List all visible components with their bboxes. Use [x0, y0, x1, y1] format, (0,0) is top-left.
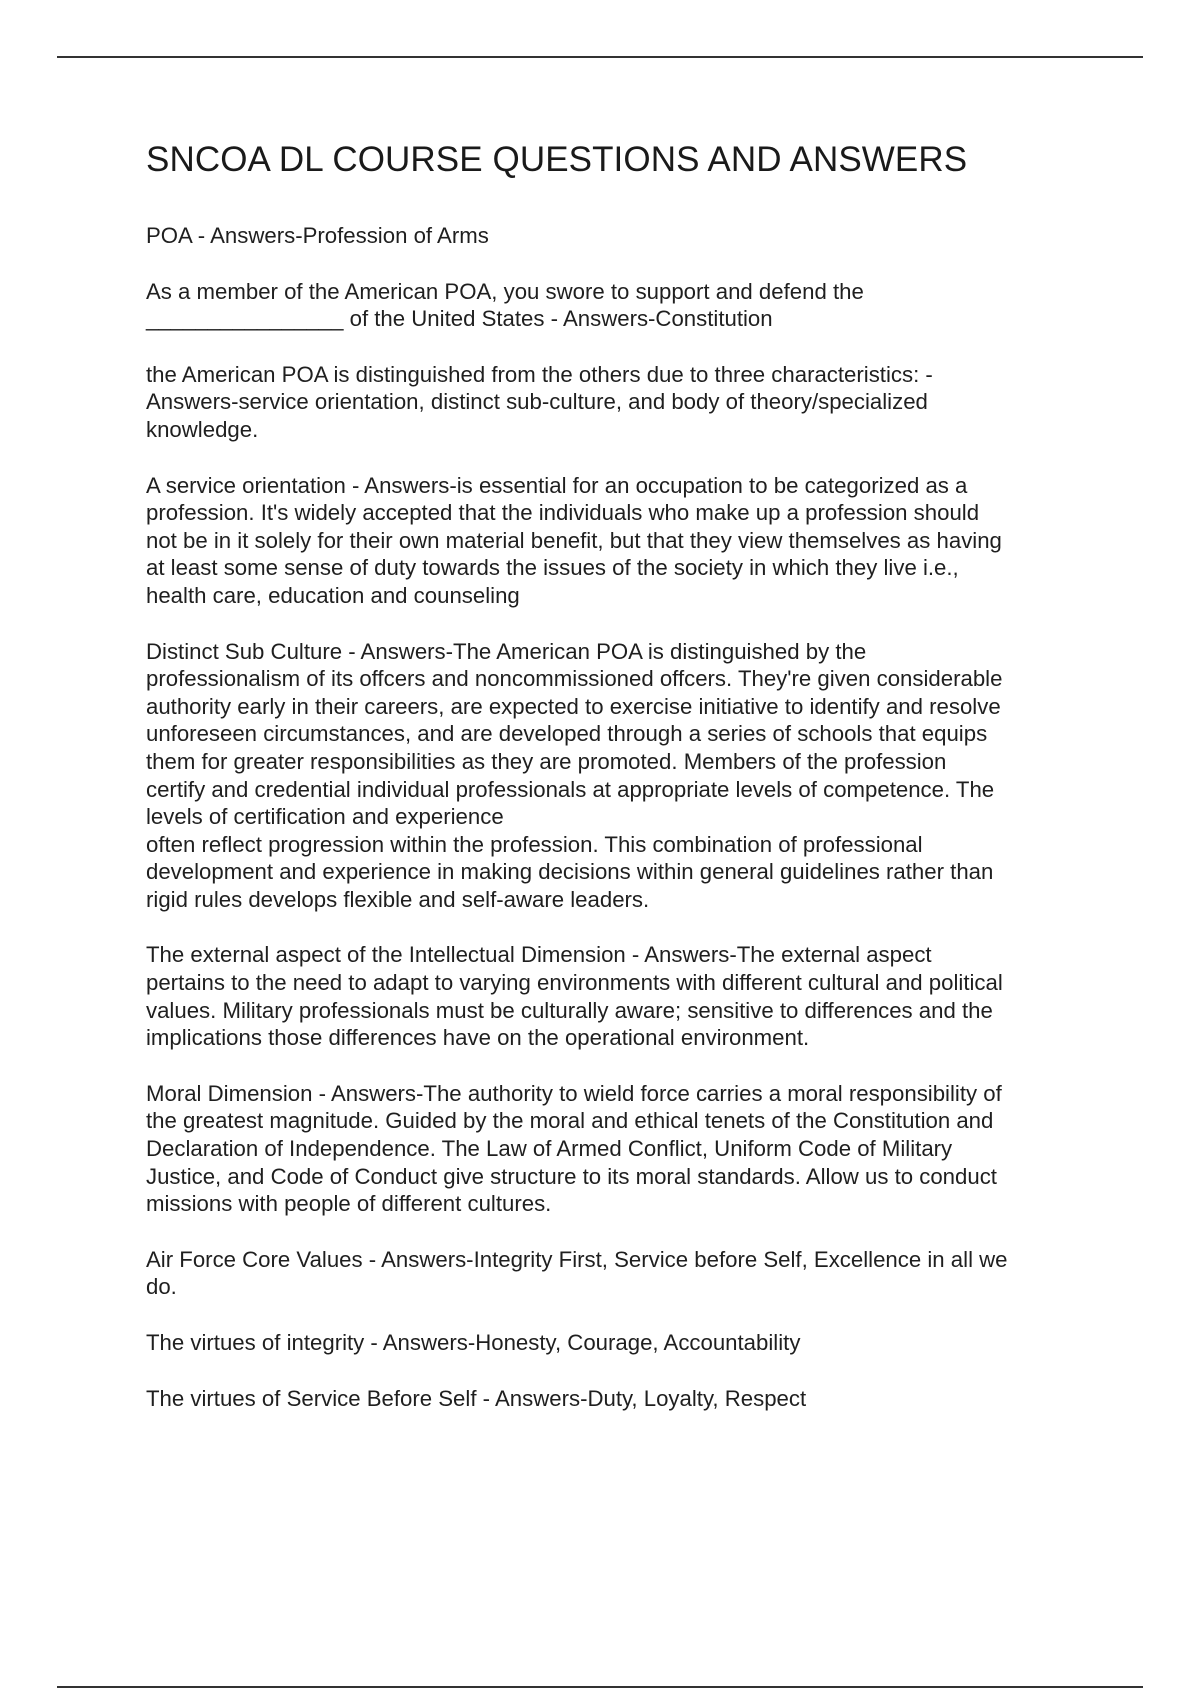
qa-entry-characteristics: the American POA is distinguished from the others due to three characteristics: - Answers-service orientation, distinct sub-culture, and body of theory/specialized knowledge.: [146, 361, 933, 442]
document-title: SNCOA DL COURSE QUESTIONS AND ANSWERS: [146, 140, 968, 179]
qa-entry-distinct-sub-culture: Distinct Sub Culture - Answers-The American POA is distinguished by the professionalism of its offcers and noncommissioned offcers. They're given considerable authority early in their careers, are expected to exercise initiative to identify and resolve unforeseen circumstances, and are developed through a series of schools that equips them for greater responsibilities as they are promoted. Members of the profession certify and credential individual professionals at appropriate levels of competence. The levels of certification and experience often reflect progression within the profession. This combination of professional development and experience in making decisions within general guidelines rather than rigid rules develops flexible and self-aware leaders.: [146, 638, 1003, 912]
qa-entry-service-orientation: A service orientation - Answers-is essential for an occupation to be categorized as a profession. It's widely accepted that the individuals who make up a profession should not be in it solely for their own material benefit, but that they view themselves as having at least some sense of duty towards the issues of the society in which they live i.e., health care, education and counseling: [146, 472, 1002, 608]
qa-entry-core-values: Air Force Core Values - Answers-Integrity First, Service before Self, Excellence in all we do.: [146, 1246, 1008, 1300]
qa-entry-poa: POA - Answers-Profession of Arms: [146, 223, 489, 248]
qa-entry-oath: As a member of the American POA, you swore to support and defend the ________________ of the United States - Answers-Constitution: [146, 278, 864, 332]
top-divider: [57, 56, 1143, 58]
qa-entry-moral-dimension: Moral Dimension - Answers-The authority to wield force carries a moral responsibility of the greatest magnitude. Guided by the moral and ethical tenets of the Constitution and Declaration of Independence. The Law of Armed Conflict, Uniform Code of Military Justice, and Code of Conduct give structure to its moral standards. Allow us to conduct missions with people of different cultures.: [146, 1080, 1002, 1217]
qa-entry-virtues-integrity: The virtues of integrity - Answers-Honesty, Courage, Accountability: [146, 1330, 801, 1355]
qa-entry-virtues-service: The virtues of Service Before Self - Answers-Duty, Loyalty, Respect: [146, 1385, 807, 1411]
qa-entry-intellectual-dimension: The external aspect of the Intellectual Dimension - Answers-The external aspect pertains to the need to adapt to varying environments with different cultural and political values. Military professionals must be culturally aware; sensitive to differences and the implications those differences have on the operational environment.: [146, 942, 1003, 1051]
document-body: [146, 140, 1086, 1440]
bottom-divider: [57, 1686, 1143, 1688]
